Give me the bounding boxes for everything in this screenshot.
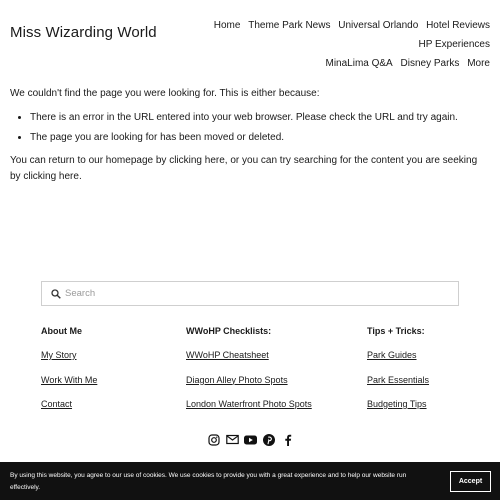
- footer-link-contact[interactable]: Contact: [41, 399, 73, 409]
- intro-text: We couldn't find the page you were looking for. This is either because:: [10, 88, 320, 99]
- footer-column-about: [41, 326, 97, 424]
- return-text: [10, 153, 490, 186]
- nav-item-minalima-qa[interactable]: MinaLima Q&A: [325, 58, 393, 69]
- nav-item-universal-orlando[interactable]: Universal Orlando: [338, 20, 419, 31]
- footer-link-work-with-me[interactable]: Work With Me: [41, 374, 98, 385]
- search-link[interactable]: clicking here: [23, 171, 79, 182]
- footer-link-wwohp-cheatsheet[interactable]: WWoHP Cheatsheet: [186, 350, 269, 360]
- search-box[interactable]: [41, 281, 459, 306]
- reason-item: • There is an error in the URL entered into your web browser. Please check the URL and try again.: [30, 110, 490, 127]
- pinterest-icon[interactable]: [263, 433, 276, 446]
- site-header: [0, 0, 500, 69]
- reasons-list: [30, 110, 490, 147]
- footer-link-park-guides[interactable]: Park Guides: [367, 350, 417, 360]
- nav-item-more[interactable]: More: [467, 58, 490, 69]
- footer-link-diagon-alley-photo-spots[interactable]: Diagon Alley Photo Spots: [186, 374, 288, 385]
- reason-item: • The page you are looking for has been moved or deleted.: [30, 130, 490, 147]
- return-text-mid: , or you can try searching for the content you are seeking by: [10, 154, 478, 182]
- youtube-icon[interactable]: [244, 433, 257, 446]
- facebook-icon[interactable]: [281, 433, 294, 446]
- site-title[interactable]: Miss Wizarding World: [10, 24, 157, 41]
- social-links: [207, 433, 300, 446]
- nav-item-disney-parks[interactable]: Disney Parks: [400, 58, 460, 69]
- cookie-text: By using this website, you agree to our use of cookies. We use cookies to provide you with a great experience and to help our website run effectively.: [10, 472, 407, 491]
- footer-column-checklists: [186, 326, 312, 424]
- footer-link-london-waterfront-photo-spots[interactable]: London Waterfront Photo Spots: [186, 399, 312, 409]
- homepage-link[interactable]: clicking here: [169, 154, 225, 166]
- return-text-end: .: [78, 171, 82, 182]
- footer-column-title: WWoHP Checklists:: [186, 326, 272, 336]
- nav-item-hp-experiences[interactable]: HP Experiences: [418, 39, 490, 50]
- footer-link-budgeting-tips[interactable]: Budgeting Tips: [367, 399, 427, 409]
- magnifier-icon: [51, 289, 61, 299]
- cookie-banner: [0, 462, 500, 500]
- nav-item-home[interactable]: Home: [213, 20, 241, 31]
- nav-item-theme-park-news[interactable]: Theme Park News: [248, 20, 331, 31]
- instagram-icon[interactable]: [207, 433, 220, 446]
- footer-column-title: Tips + Tricks:: [367, 326, 425, 336]
- email-icon[interactable]: [226, 433, 239, 446]
- footer-link-my-story[interactable]: My Story: [41, 350, 77, 360]
- return-text-start: You can return to our homepage by: [10, 154, 170, 166]
- nav-item-hotel-reviews[interactable]: Hotel Reviews: [426, 20, 490, 31]
- footer-column-title: About Me: [41, 326, 82, 336]
- not-found-content: [10, 86, 490, 186]
- main-nav: [150, 16, 490, 73]
- footer-link-park-essentials[interactable]: Park Essentials: [367, 374, 430, 385]
- footer-column-tips: [367, 326, 429, 424]
- accept-cookies-button[interactable]: Accept: [450, 471, 491, 492]
- search-input[interactable]: [65, 288, 445, 299]
